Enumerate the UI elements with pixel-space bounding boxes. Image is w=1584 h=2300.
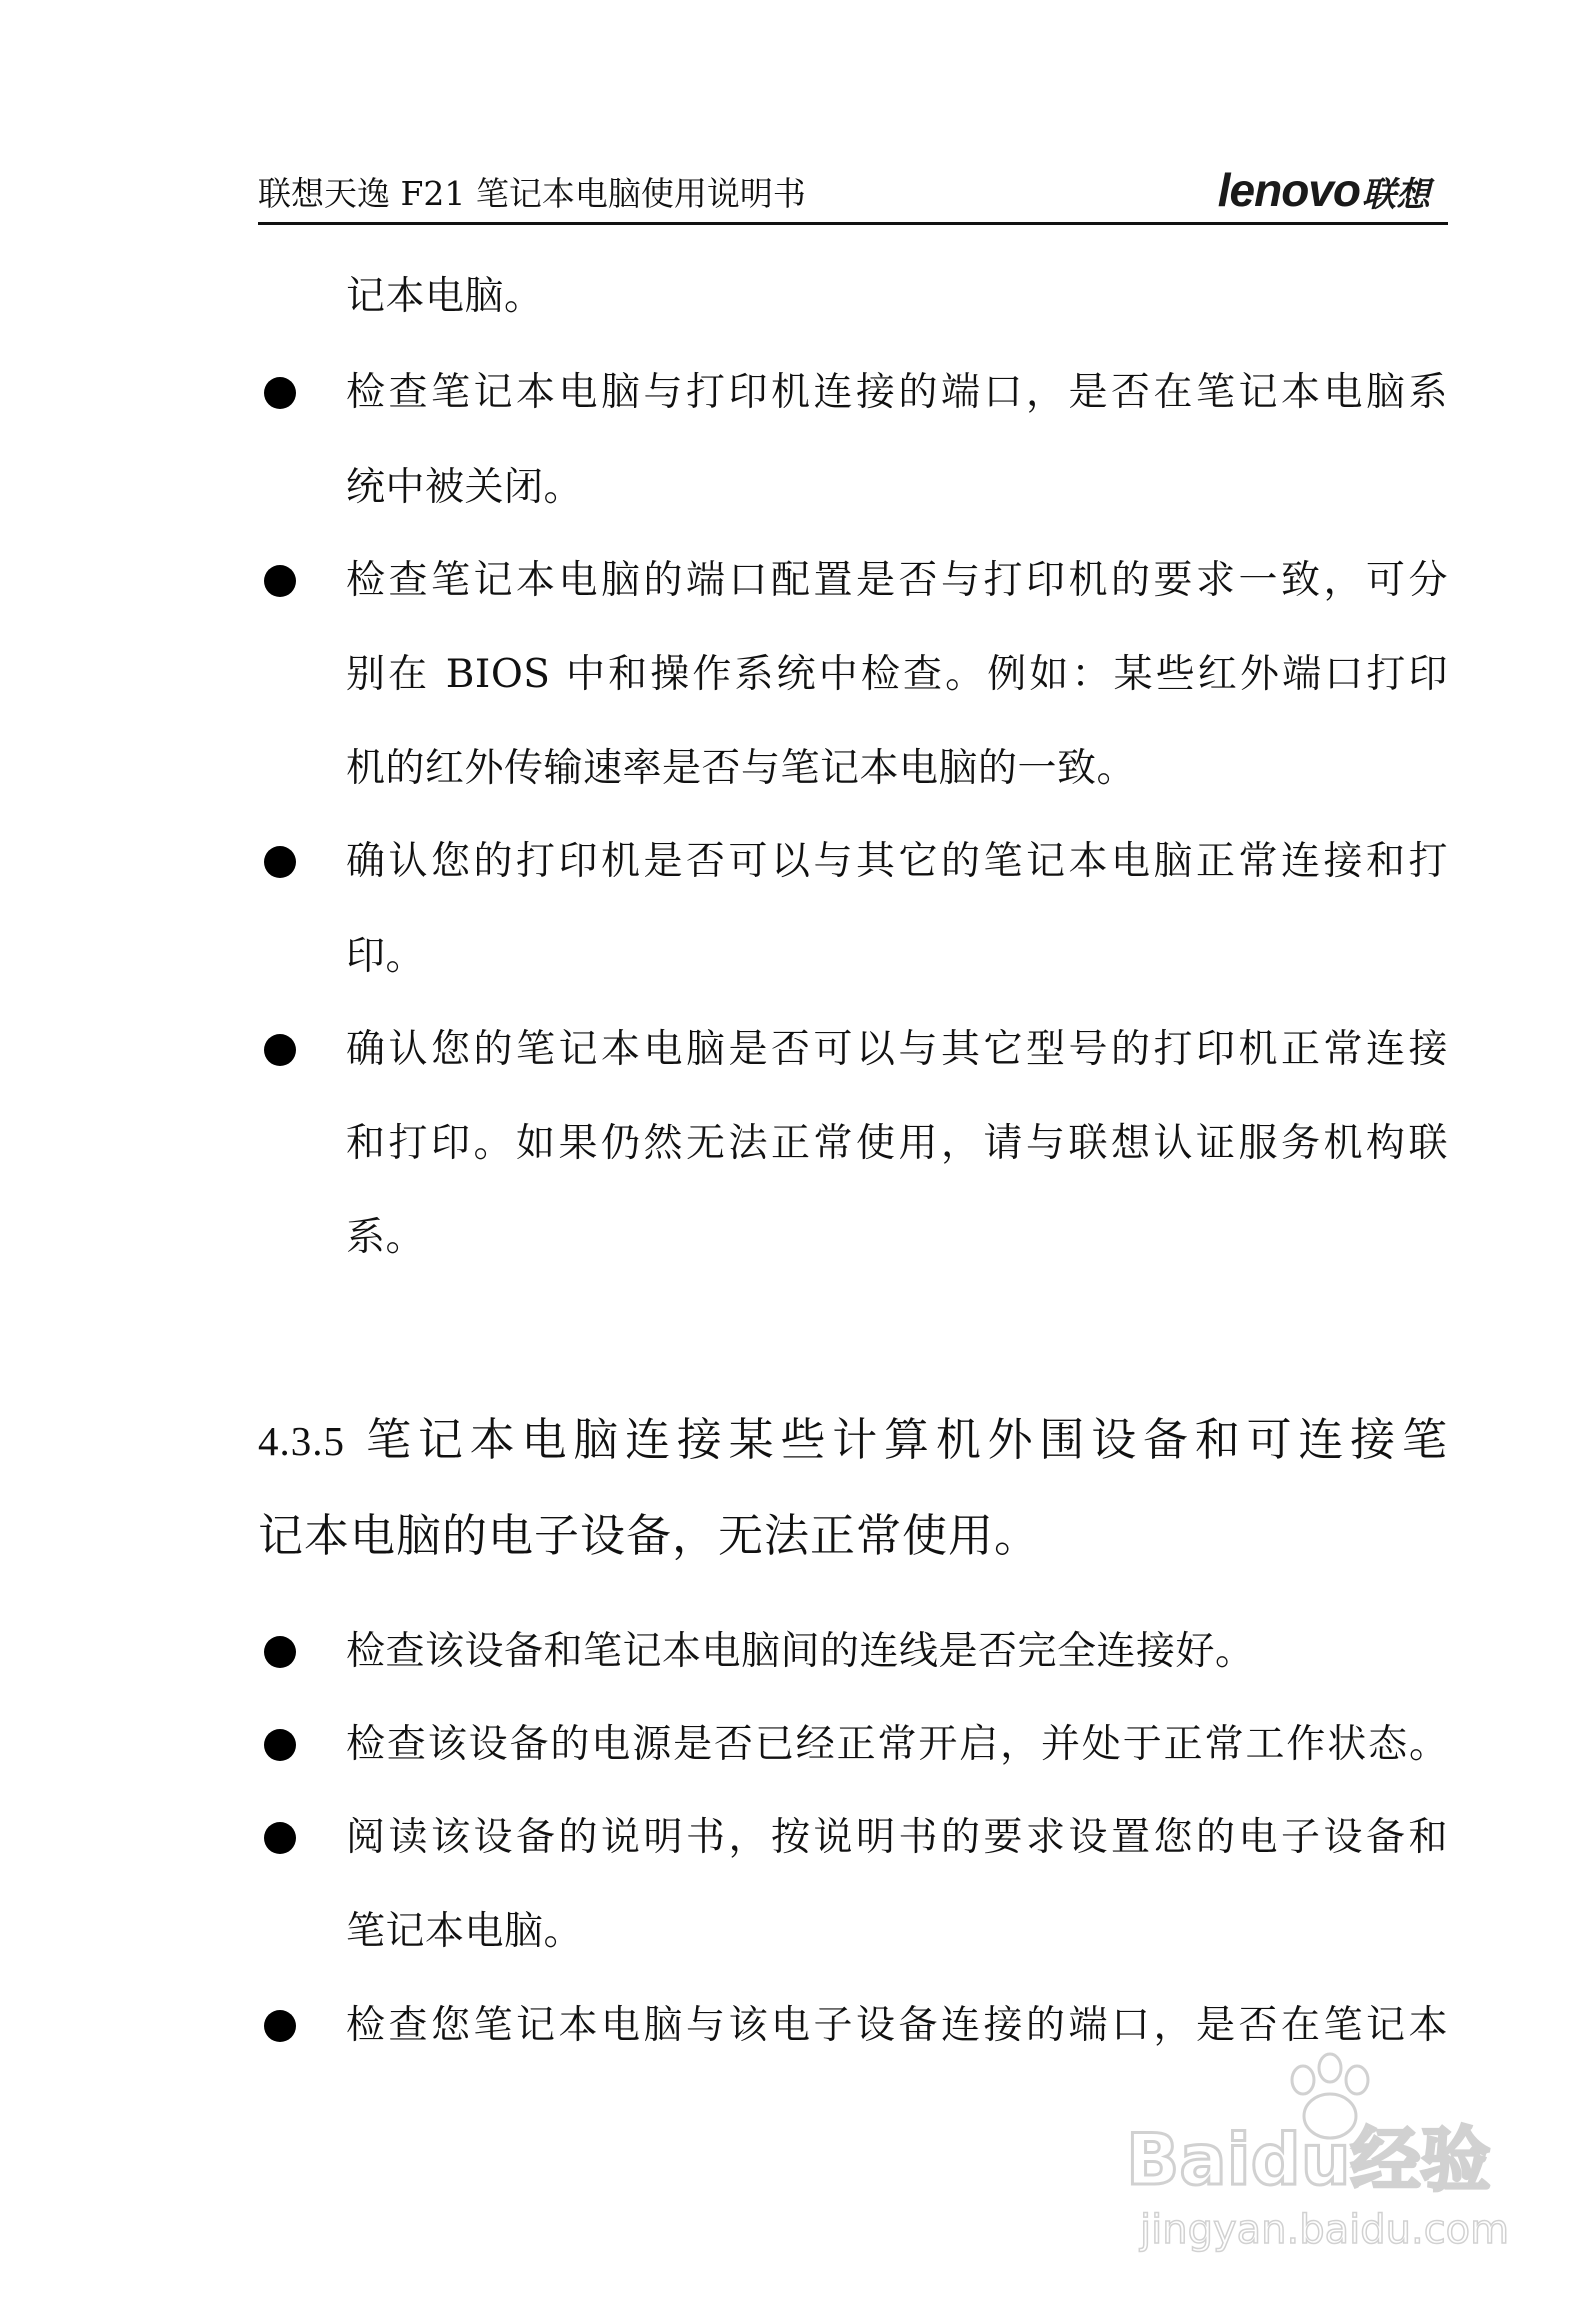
list-item-line: 别在 BIOS 中和操作系统中检查。例如：某些红外端口打印: [346, 652, 1448, 697]
section-title-line2: 记本电脑的电子设备，无法正常使用。: [258, 1509, 1041, 1562]
bullet-icon: [264, 2010, 296, 2042]
logo-cn-text: 联想: [1362, 175, 1430, 215]
list-item-line: 检查您笔记本电脑与该电子设备连接的端口，是否在笔记本: [346, 2003, 1448, 2048]
lenovo-logo: [1217, 164, 1430, 216]
section-number: 4.3.5: [258, 1418, 345, 1464]
list-item-line: 统中被关闭。: [346, 465, 584, 510]
list-item-line: 检查该设备的电源是否已经正常开启，并处于正常工作状态。: [346, 1722, 1448, 1767]
list-item-line: 检查该设备和笔记本电脑间的连线是否完全连接好。: [346, 1629, 1255, 1674]
list-item-line: 检查笔记本电脑的端口配置是否与打印机的要求一致，可分: [346, 558, 1448, 603]
bullet-icon: [264, 377, 296, 409]
list-item-line: 检查笔记本电脑与打印机连接的端口，是否在笔记本电脑系: [346, 370, 1448, 415]
bullet-icon: [264, 1822, 296, 1854]
baidu-watermark: [1120, 2050, 1560, 2270]
bullet-icon: [264, 1636, 296, 1668]
page-header: [258, 164, 1448, 226]
bullet-icon: [264, 565, 296, 597]
watermark-url: jingyan.baidu.com: [1140, 2207, 1510, 2253]
list-item-line: 机的红外传输速率是否与笔记本电脑的一致。: [346, 746, 1137, 791]
watermark-brand: Baidu经验: [1126, 2119, 1491, 2201]
logo-text: lenovo: [1217, 164, 1360, 216]
bullet-icon: [264, 846, 296, 878]
list-item-line: 阅读该设备的说明书，按说明书的要求设置您的电子设备和: [346, 1815, 1448, 1860]
continuation-line: 记本电脑。: [346, 274, 544, 319]
list-item-line: 笔记本电脑。: [346, 1909, 584, 1954]
bullet-icon: [264, 1034, 296, 1066]
document-title: 联想天逸 F21 笔记本电脑使用说明书: [258, 174, 806, 213]
section-title-line1: 笔记本电脑连接某些计算机外围设备和可连接笔: [366, 1413, 1448, 1466]
list-item-line: 系。: [346, 1215, 426, 1260]
list-item-line: 确认您的打印机是否可以与其它的笔记本电脑正常连接和打: [346, 839, 1448, 884]
header-divider: [258, 222, 1448, 225]
section-heading: [258, 1412, 1448, 1469]
list-item-line: 和打印。如果仍然无法正常使用，请与联想认证服务机构联: [346, 1121, 1448, 1166]
bullet-icon: [264, 1729, 296, 1761]
list-item-line: 印。: [346, 934, 426, 979]
list-item-line: 确认您的笔记本电脑是否可以与其它型号的打印机正常连接: [346, 1027, 1448, 1072]
